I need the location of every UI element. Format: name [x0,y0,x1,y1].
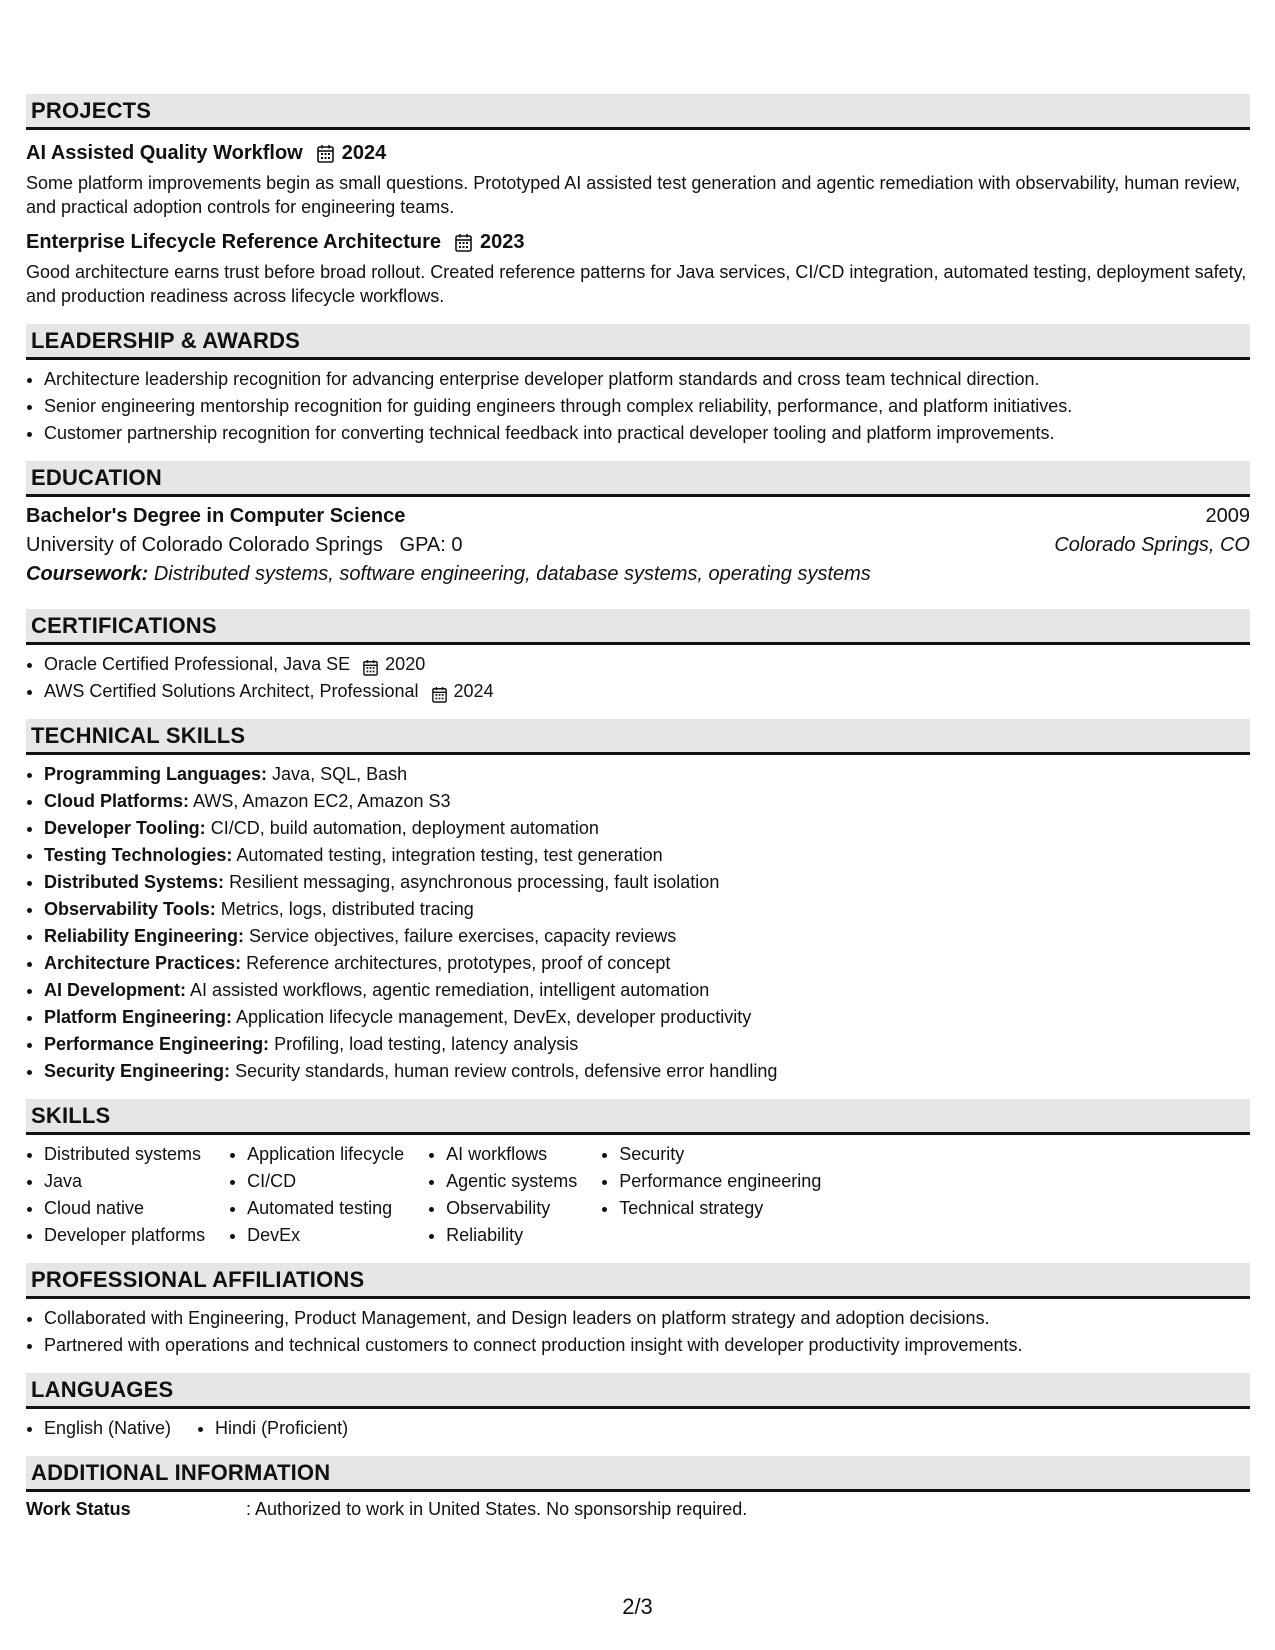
skill-category: Observability Tools: [44,899,216,919]
skill-values: Resilient messaging, asynchronous processing, fault isolation [229,872,720,892]
skill-category: Performance Engineering: [44,1034,270,1054]
project-description: Good architecture earns trust before broad rollout. Created reference patterns for Java services, CI/CD integration, automated testing, deployment safety, and production readiness across lifecycle workflows. [26,262,1247,306]
section-heading-additional-information: ADDITIONAL INFORMATION [26,1456,1250,1492]
project-title: Enterprise Lifecycle Reference Architecture [26,230,441,253]
page-number: 2/3 [622,1594,653,1619]
list-item [44,950,1250,977]
skill-values: Automated testing, integration testing, test generation [236,845,663,865]
project-year: 2023 [480,230,525,253]
degree-title: Bachelor's Degree in Computer Science [26,505,406,527]
calendar-icon [363,657,378,674]
list-item: • Architecture leadership recognition for advancing enterprise developer platform standards and cross team technical direction. [44,366,1250,393]
list-item: • Observability [446,1195,577,1222]
list-item: • CI/CD [247,1168,404,1195]
languages-list [26,1415,1250,1442]
certification-name: Oracle Certified Professional, Java SE [44,654,351,674]
skill-values: Service objectives, failure exercises, capacity reviews [249,926,677,946]
skill-category: AI Development: [44,980,187,1000]
project-entry [26,227,1250,308]
list-item [44,1004,1250,1031]
skill-values: Reference architectures, prototypes, proof of concept [246,953,671,973]
list-item: • Security [619,1141,821,1168]
project-title: AI Assisted Quality Workflow [26,141,303,164]
project-year: 2024 [341,141,387,164]
list-item: • Agentic systems [446,1168,577,1195]
section-heading-languages: LANGUAGES [26,1373,1250,1409]
school-location: Colorado Springs, CO [1054,534,1250,556]
skills-column [601,1141,821,1249]
section-heading-certifications: CERTIFICATIONS [26,609,1250,645]
list-item: • Automated testing [247,1195,404,1222]
certification-item [44,678,1250,705]
certification-year: 2024 [453,681,494,701]
list-item [44,788,1250,815]
skill-values: AI assisted workflows, agentic remediation, intelligent automation [190,980,710,1000]
skill-category: Distributed Systems: [44,872,225,892]
list-item [44,869,1250,896]
section-heading-technical-skills: TECHNICAL SKILLS [26,719,1250,755]
list-item [44,977,1250,1004]
certification-item [44,651,1250,678]
skills-column [229,1141,404,1249]
skills-column [428,1141,577,1249]
school-name: University of Colorado Colorado Springs [26,534,383,556]
work-status-row [26,1499,1250,1520]
skill-category: Platform Engineering: [44,1007,233,1027]
graduation-year: 2009 [1205,505,1250,527]
list-item [44,842,1250,869]
skill-category: Security Engineering: [44,1061,231,1081]
skill-values: Profiling, load testing, latency analysis [274,1034,579,1054]
section-heading-education: EDUCATION [26,461,1250,497]
coursework-value: Distributed systems, software engineering, database systems, operating systems [153,563,871,585]
section-heading-leadership: LEADERSHIP & AWARDS [26,324,1250,360]
list-item: • Java [44,1168,205,1195]
skills-grid [26,1141,1250,1249]
list-item [44,1058,1250,1085]
skill-values: AWS, Amazon EC2, Amazon S3 [193,791,451,811]
skill-values: CI/CD, build automation, deployment automation [210,818,599,838]
coursework-label: Coursework: [26,563,149,585]
list-item [44,761,1250,788]
calendar-icon [455,233,472,252]
list-item: • AI workflows [446,1141,577,1168]
leadership-list [26,366,1250,447]
work-status-value: : Authorized to work in United States. No sponsorship required. [246,1499,748,1519]
list-item: • Customer partnership recognition for converting technical feedback into practical developer tooling and platform improvements. [44,420,1250,447]
list-item: • Distributed systems [44,1141,205,1168]
certification-year: 2020 [385,654,426,674]
list-item [44,1031,1250,1058]
project-entry [26,138,1250,219]
skill-category: Architecture Practices: [44,953,242,973]
education-entry [26,505,1250,593]
resume-page [26,94,1250,1520]
list-item [44,896,1250,923]
work-status-label: Work Status [26,1499,131,1519]
skill-values: Application lifecycle management, DevEx, developer productivity [236,1007,752,1027]
skill-category: Reliability Engineering: [44,926,245,946]
project-description: Some platform improvements begin as small questions. Prototyped AI assisted test generation and agentic remediation with observability, human review, and practical adoption controls for engineering teams. [26,173,1241,217]
skill-category: Testing Technologies: [44,845,233,865]
certification-name: AWS Certified Solutions Architect, Professional [44,681,419,701]
language-item: • Hindi (Proficient) [215,1415,348,1442]
list-item [44,923,1250,950]
language-item: • English (Native) [44,1415,171,1442]
certifications-list [26,651,1250,705]
list-item: • Cloud native [44,1195,205,1222]
list-item: • Developer platforms [44,1222,205,1249]
skill-category: Programming Languages: [44,764,268,784]
list-item: • Reliability [446,1222,577,1249]
calendar-icon [432,684,447,701]
coursework [26,563,1250,593]
skill-category: Developer Tooling: [44,818,206,838]
skill-values: Java, SQL, Bash [272,764,408,784]
calendar-icon [317,144,334,163]
gpa: GPA: 0 [399,534,463,556]
list-item: • Senior engineering mentorship recognition for guiding engineers through complex reliability, performance, and platform initiatives. [44,393,1250,420]
affiliations-list [26,1305,1250,1359]
list-item: • Collaborated with Engineering, Product Management, and Design leaders on platform strategy and adoption decisions. [44,1305,1250,1332]
list-item: • Performance engineering [619,1168,821,1195]
section-heading-projects: PROJECTS [26,94,1250,130]
skill-values: Security standards, human review controls, defensive error handling [235,1061,778,1081]
list-item [44,815,1250,842]
skill-values: Metrics, logs, distributed tracing [220,899,474,919]
section-heading-skills: SKILLS [26,1099,1250,1135]
skills-column [26,1141,205,1249]
skill-category: Cloud Platforms: [44,791,190,811]
list-item: • Application lifecycle [247,1141,404,1168]
technical-skills-list [26,761,1250,1085]
list-item: • Technical strategy [619,1195,821,1222]
list-item: • Partnered with operations and technical customers to connect production insight with developer productivity improvements. [44,1332,1250,1359]
list-item: • DevEx [247,1222,404,1249]
section-heading-affiliations: PROFESSIONAL AFFILIATIONS [26,1263,1250,1299]
